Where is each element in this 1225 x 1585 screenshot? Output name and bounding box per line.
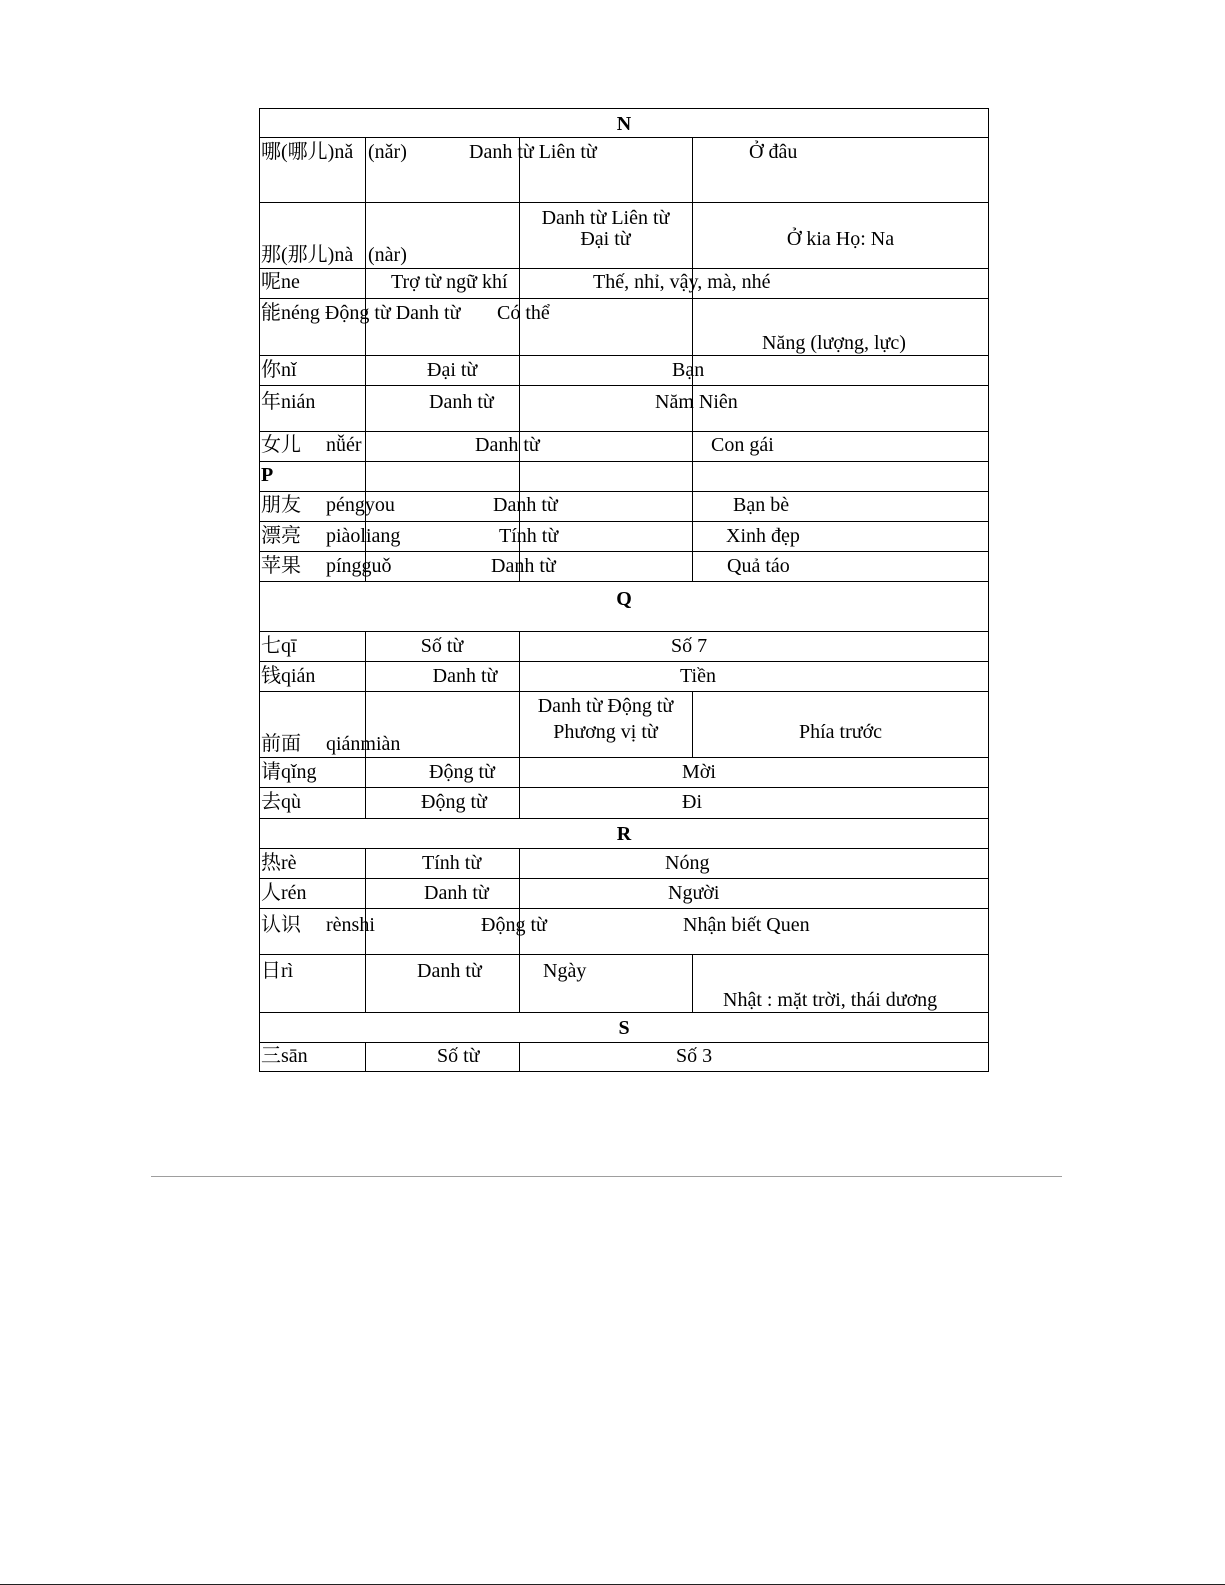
column-divider [365,631,366,818]
row-divider [259,631,989,632]
word-type-cell: Danh từ [491,555,556,577]
word-cell: 七qī [261,635,297,657]
word-type-cell: Danh từ Động từ [537,695,674,717]
word-cell: 漂亮 [261,525,301,547]
row-divider [259,137,989,138]
row-divider [259,385,989,386]
word-cell: 呢ne [261,271,300,293]
meaning-cell: Bạn [672,359,705,381]
section-heading-r: R [616,823,632,845]
meaning-cell: Thế, nhỉ, vậy, mà, nhé [593,271,771,293]
word-type-cell: Đại từ [580,228,631,250]
meaning-cell: Mời [682,761,716,783]
meaning-cell: Đi [682,791,702,813]
row-divider [259,878,989,879]
word-cell: 年nián [261,391,316,413]
meaning-cell: Con gái [711,434,774,456]
word-type-cell: Danh từ Liên từ [541,207,670,229]
row-divider [259,661,989,662]
word-cell: 能néng Động từ Danh từ [261,302,461,324]
row-divider [259,431,989,432]
meaning-cell: Năm Niên [655,391,738,413]
word-cell: 女儿 [261,434,301,456]
row-divider [259,355,989,356]
word-type-cell: Đại từ [427,359,478,381]
meaning-cell: Quả táo [727,555,790,577]
row-divider [259,461,989,462]
meaning-cell: Người [668,882,720,904]
meaning-cell: Xinh đẹp [726,525,800,547]
column-divider [519,1042,520,1072]
section-heading-n: N [616,113,632,135]
row-divider [259,908,989,909]
page-separator [151,1176,1062,1177]
word-type-cell: Danh từ [417,960,482,982]
pinyin-cell: píngguǒ [326,555,392,577]
section-heading-q: Q [616,588,632,610]
meaning-cell: Nhật : mặt trời, thái dương [723,989,938,1011]
pinyin-cell: rènshi [326,914,375,936]
word-type-cell: Số từ [437,1045,480,1067]
row-divider [259,268,989,269]
word-type-cell: Tính từ [499,525,559,547]
row-divider [259,954,989,955]
meaning-cell: Bạn bè [733,494,790,516]
word-cell: 你nǐ [261,359,297,381]
pinyin-cell: (nàr) [368,244,407,266]
meaning-cell: Có thể [497,302,550,324]
pinyin-cell: nǚér [326,434,362,456]
word-type-cell: Động từ [429,761,495,783]
row-divider [259,491,989,492]
row-divider [259,581,989,582]
row-divider [259,691,989,692]
word-cell: 苹果 [261,555,301,577]
word-type-cell: Trợ từ ngữ khí [391,271,508,293]
row-divider [259,848,989,849]
meaning-cell: Ở đâu [749,141,798,163]
meaning-cell: Phía trước [798,721,883,743]
meaning-cell: Ngày [543,960,587,982]
pinyin-cell: qiánmiàn [326,733,401,755]
row-divider [259,757,989,758]
word-cell: 朋友 [261,494,301,516]
word-type-cell: Danh từ [493,494,558,516]
word-cell: 热rè [261,852,297,874]
row-divider [259,818,989,819]
meaning-cell: Tiền [680,665,716,687]
section-heading-s: S [618,1017,630,1039]
meaning-cell: Năng (lượng, lực) [762,332,906,354]
word-cell: 钱qián [261,665,316,687]
word-type-cell: Danh từ [475,434,540,456]
word-type-cell: Động từ [421,791,487,813]
column-divider [365,1042,366,1072]
word-type-cell: Tính từ [422,852,482,874]
word-type-cell: Danh từ [432,665,498,687]
row-divider [259,1012,989,1013]
word-cell: 去qù [261,791,301,813]
word-cell: 前面 [261,733,301,755]
meaning-cell: Nhận biết Quen [683,914,810,936]
meaning-cell: Số 3 [676,1045,713,1067]
meaning-cell: Ở kia Họ: Na [786,228,895,250]
row-divider [259,521,989,522]
row-divider [259,298,989,299]
word-type-cell: Danh từ [429,391,494,413]
word-cell: 请qǐng [261,761,317,783]
word-cell: 那(那儿)nà [261,244,354,266]
word-cell: 日rì [261,960,294,982]
row-divider [259,551,989,552]
word-cell: 哪(哪儿)nǎ [261,141,354,163]
row-divider [259,202,989,203]
section-heading-p: P [261,464,274,486]
pinyin-cell: (nǎr) [368,141,407,163]
word-type-cell: Danh từ Liên từ [469,141,597,163]
word-type-cell: Số từ [420,635,464,657]
word-type-cell: Danh từ [424,882,489,904]
row-divider [259,1042,989,1043]
pinyin-cell: piàoliang [326,525,401,547]
pinyin-cell: péngyou [326,494,395,516]
row-divider [259,787,989,788]
column-divider [692,954,693,1012]
word-type-cell: Phương vị từ [553,721,658,743]
word-cell: 三sān [261,1045,308,1067]
meaning-cell: Số 7 [671,635,708,657]
word-cell: 认识 [261,914,301,936]
word-cell: 人rén [261,882,307,904]
meaning-cell: Nóng [665,852,710,874]
word-type-cell: Động từ [481,914,547,936]
